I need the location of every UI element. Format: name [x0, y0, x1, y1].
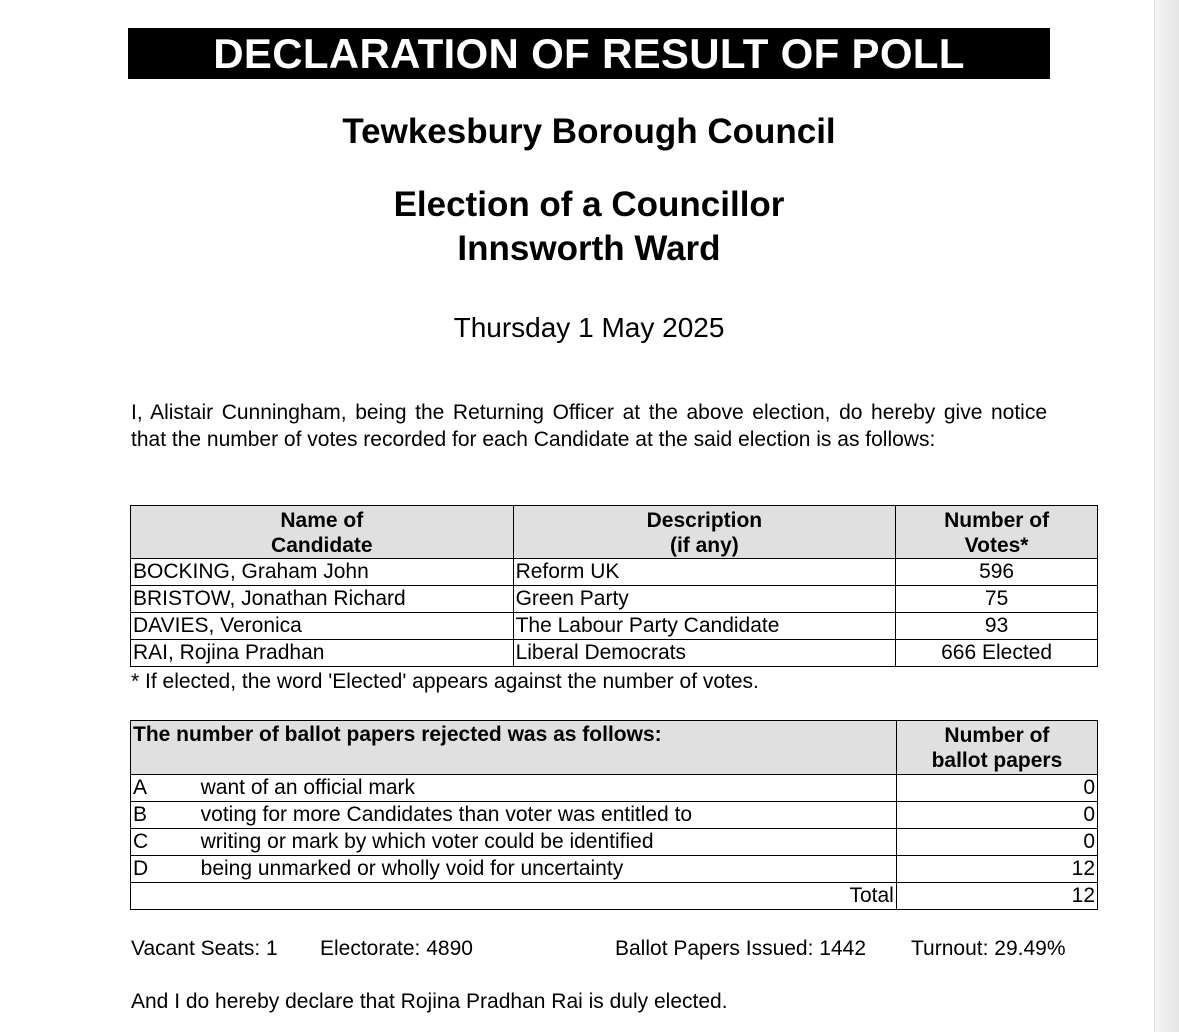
- candidate-description: Liberal Democrats: [513, 640, 896, 667]
- total-row: [131, 883, 1098, 910]
- council-name: Tewkesbury Borough Council: [342, 112, 836, 151]
- description-column-header: [513, 506, 896, 559]
- table-row: [131, 586, 1098, 613]
- candidate-votes: 666 Elected: [896, 640, 1098, 667]
- votes-column-header: [896, 506, 1098, 559]
- header-text: Votes*: [964, 533, 1029, 557]
- name-column-header: [131, 506, 514, 559]
- reason-letter: A: [131, 775, 199, 802]
- vacant-seats: Vacant Seats: 1: [131, 937, 278, 960]
- elected-footnote: * If elected, the word 'Elected' appears against the number of votes.: [131, 670, 759, 693]
- header-text: Name of: [280, 508, 364, 532]
- turnout: Turnout: 29.49%: [911, 937, 1066, 960]
- reason-letter: D: [131, 856, 199, 883]
- table-row: [131, 613, 1098, 640]
- electorate: Electorate: 4890: [320, 937, 473, 960]
- header-text: Number of: [944, 508, 1050, 532]
- rejected-count: 12: [896, 856, 1097, 883]
- rejection-reason: being unmarked or wholly void for uncertainty: [199, 856, 897, 883]
- candidate-description: Green Party: [513, 586, 896, 613]
- document-heading: DECLARATION OF RESULT OF POLL: [128, 28, 1050, 79]
- rejected-header-row: [131, 721, 1098, 775]
- candidate-votes: 596: [896, 559, 1098, 586]
- reason-letter: C: [131, 829, 199, 856]
- candidate-votes: 93: [896, 613, 1098, 640]
- header-text: (if any): [669, 533, 739, 557]
- total-label: Total: [199, 883, 897, 910]
- table-row: [131, 775, 1098, 802]
- reason-letter: B: [131, 802, 199, 829]
- table-row: [131, 802, 1098, 829]
- ballot-count-header: [896, 721, 1097, 775]
- candidate-description: Reform UK: [513, 559, 896, 586]
- candidate-name: RAI, Rojina Pradhan: [131, 640, 514, 667]
- header-text: ballot papers: [931, 749, 1063, 772]
- rejection-reason: writing or mark by which voter could be identified: [199, 829, 897, 856]
- table-row: [131, 559, 1098, 586]
- page-edge: [1154, 0, 1179, 1032]
- total-blank-cell: [131, 883, 199, 910]
- election-title-line: Election of a Councillor: [393, 185, 785, 224]
- candidate-name: BRISTOW, Jonathan Richard: [131, 586, 514, 613]
- election-date: Thursday 1 May 2025: [453, 312, 725, 343]
- rejected-header: The number of ballot papers rejected was as follows:: [131, 721, 897, 775]
- ward-name: Innsworth Ward: [457, 229, 721, 268]
- results-table: [130, 505, 1098, 667]
- candidate-name: BOCKING, Graham John: [131, 559, 514, 586]
- rejection-reason: voting for more Candidates than voter was entitled to: [199, 802, 897, 829]
- rejection-reason: want of an official mark: [199, 775, 897, 802]
- candidate-name: DAVIES, Veronica: [131, 613, 514, 640]
- table-row: [131, 829, 1098, 856]
- results-header-row: [131, 506, 1098, 559]
- ballot-papers-issued: Ballot Papers Issued: 1442: [615, 937, 866, 960]
- header-text: Candidate: [271, 533, 373, 557]
- notice-paragraph: I, Alistair Cunningham, being the Returning Officer at the above election, do hereby give notice that the number of votes recorded for each Candidate at the said election is as follows:: [131, 401, 1047, 451]
- rejected-count: 0: [896, 802, 1097, 829]
- table-row: [131, 856, 1098, 883]
- election-title: [128, 183, 1050, 271]
- candidate-description: The Labour Party Candidate: [513, 613, 896, 640]
- declaration-statement: And I do hereby declare that Rojina Pradhan Rai is duly elected.: [131, 990, 728, 1013]
- candidate-votes: 75: [896, 586, 1098, 613]
- header-text: Number of: [944, 724, 1050, 747]
- total-count: 12: [896, 883, 1097, 910]
- header-text: Description: [646, 508, 763, 532]
- rejected-ballots-table: [130, 720, 1098, 910]
- rejected-count: 0: [896, 829, 1097, 856]
- rejected-count: 0: [896, 775, 1097, 802]
- table-row: [131, 640, 1098, 667]
